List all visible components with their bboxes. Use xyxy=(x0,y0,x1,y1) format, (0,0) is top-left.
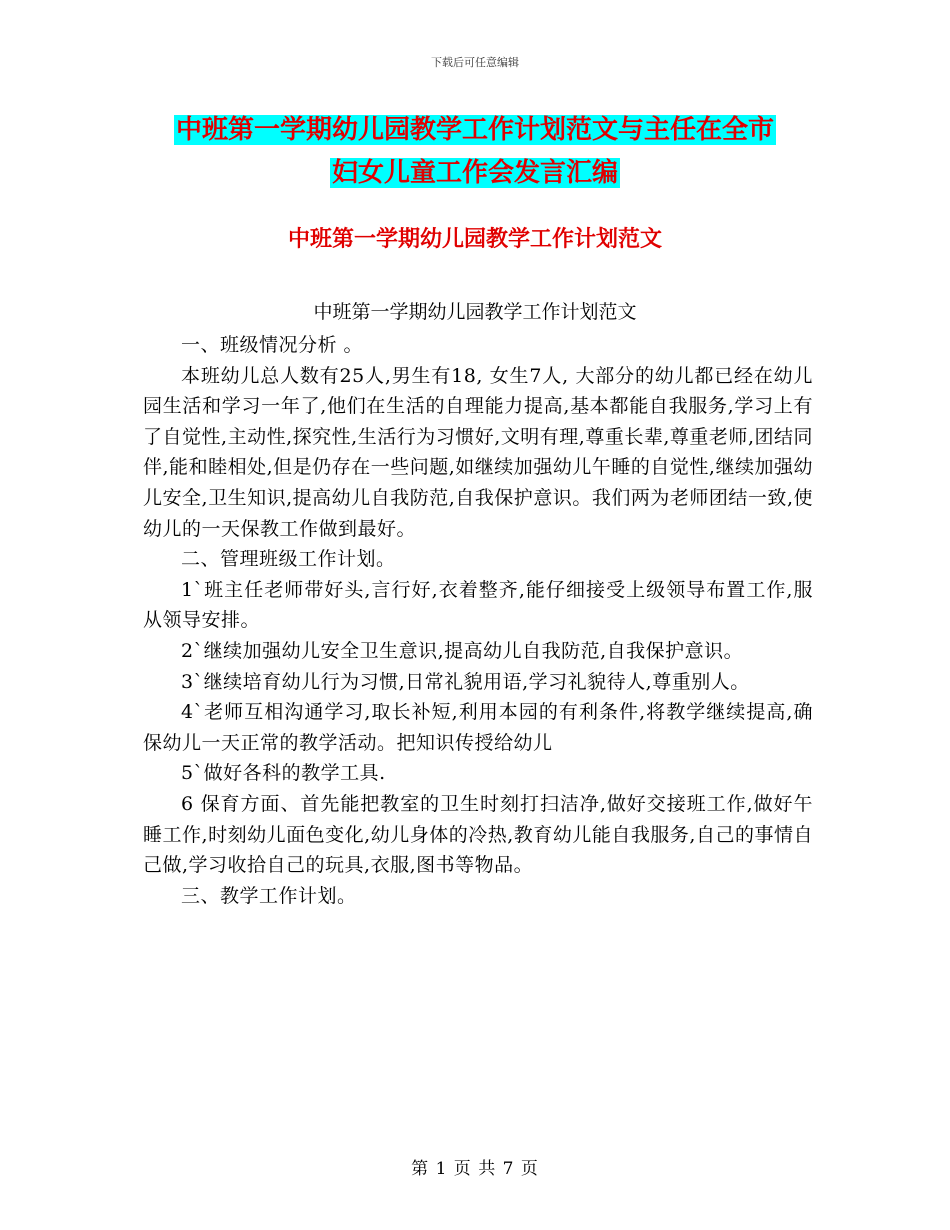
header-note: 下载后可任意编辑 xyxy=(431,56,519,69)
page-footer: 第 1 页 共 7 页 xyxy=(411,1159,539,1179)
paragraph-item-3: 3`继续培育幼儿行为习惯,日常礼貌用语,学习礼貌待人,尊重别人。 xyxy=(181,670,750,693)
document-body xyxy=(143,330,813,911)
document-subtitle: 中班第一学期幼儿园教学工作计划范文 xyxy=(313,301,637,323)
paragraph-item-2: 2`继续加强幼儿安全卫生意识,提高幼儿自我防范,自我保护意识。 xyxy=(181,639,744,662)
main-title-line-2 xyxy=(0,157,950,189)
paragraph-item-1: 1`班主任老师带好头,言行好,衣着整齐,能仔细接受上级领导布置工作,服从领导安排。 xyxy=(143,578,813,632)
main-title-line-1 xyxy=(0,114,950,146)
paragraph-item-4: 4`老师互相沟通学习,取长补短,利用本园的有利条件,将教学继续提高,确保幼儿一天正常的教学活动。把知识传授给幼儿 xyxy=(143,701,813,754)
paragraph-item-5: 5`做好各科的教学工具. xyxy=(181,762,386,785)
paragraph-management-heading: 二、管理班级工作计划。 xyxy=(181,548,396,571)
main-title-line-2-text: 妇女儿童工作会发言汇编 xyxy=(331,158,618,188)
paragraph-class-analysis-heading: 一、班级情况分析 。 xyxy=(181,334,364,356)
paragraph-item-6: 6 保育方面、首先能把教室的卫生时刻打扫洁净,做好交接班工作,做好午睡工作,时刻幼儿面色变化,幼儿身体的冷热,教育幼儿能自我服务,自己的事情自己做,学习收拾自己的玩具,衣服,图书等物品。 xyxy=(143,792,813,877)
section-title: 中班第一学期幼儿园教学工作计划范文 xyxy=(287,227,662,252)
paragraph-teaching-heading: 三、教学工作计划。 xyxy=(181,884,357,907)
main-title-line-1-text: 中班第一学期幼儿园教学工作计划范文与主任在全市 xyxy=(175,115,774,145)
paragraph-class-analysis: 本班幼儿总人数有25人,男生有18, 女生7人, 大部分的幼儿都已经在幼儿园生活和学习一年了,他们在生活的自理能力提高,基本都能自我服务,学习上有了自觉性,主动性,探究性,生活行为习惯好,文明有理,尊重长辈,尊重老师,团结同伴,能和睦相处,但是仍存在一些问题,如继续加强幼儿午睡的自觉性,继续加强幼儿安全,卫生知识,提高幼儿自我防范,自我保护意识。我们两为老师团结一致,使幼儿的一天保教工作做到最好。 xyxy=(143,364,813,540)
